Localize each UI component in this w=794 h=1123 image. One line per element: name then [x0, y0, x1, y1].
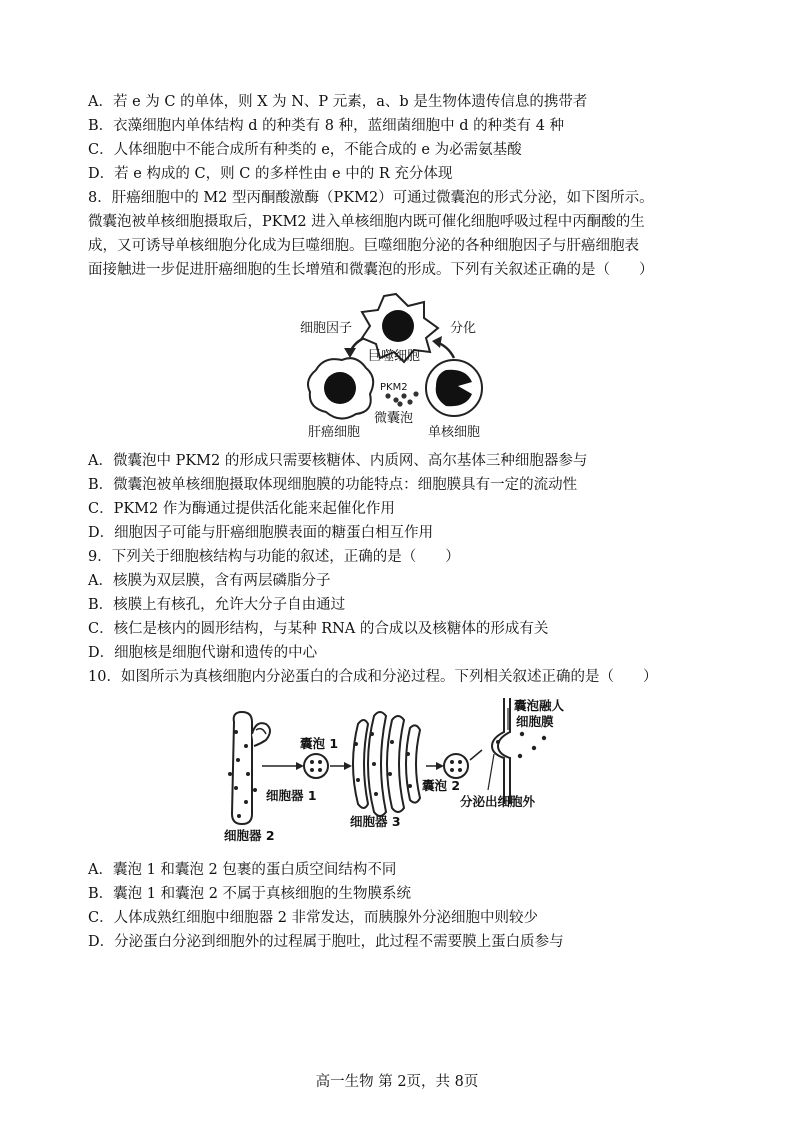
golgi-cisterna	[368, 712, 386, 816]
ribosome-dot	[234, 730, 238, 734]
q8-option-c: C．PKM2 作为酶通过提供活化能来起催化作用	[88, 501, 395, 517]
ribosome-dot	[236, 758, 240, 762]
label-secrete: 分泌出细胞外	[460, 794, 536, 809]
arrow-to-vesicle1-head	[296, 762, 304, 770]
arrow-to-vesicle2-head	[436, 762, 444, 770]
er-bud	[252, 723, 270, 746]
ribosome-dot	[244, 744, 248, 748]
macrophage-nucleus	[382, 310, 414, 342]
vesicle-dot	[393, 397, 398, 402]
q7-option-d: D．若 e 构成的 C，则 C 的多样性由 e 中的 R 充分体现	[88, 166, 453, 182]
q8-option-b: B．微囊泡被单核细胞摄取体现细胞膜的功能特点：细胞膜具有一定的流动性	[88, 477, 578, 493]
vesicle-2	[444, 754, 468, 778]
q8-stem-line-4: 面接触进一步促进肝癌细胞的生长增殖和微囊泡的形成。下列有关叙述正确的是（ ）	[88, 262, 654, 278]
ribosome-dot	[253, 788, 257, 792]
vesicle-dot	[407, 399, 412, 404]
golgi-cisterna	[406, 725, 420, 802]
golgi-cisterna	[387, 716, 404, 812]
q8-option-a: A．微囊泡中 PKM2 的形成只需要核糖体、内质网、高尔基体三种细胞器参与	[88, 453, 588, 469]
q7-option-c: C．人体细胞中不能合成所有种类的 e，不能合成的 e 为必需氨基酸	[88, 142, 522, 158]
organelle-2-er	[232, 712, 252, 824]
q9-option-b: B．核膜上有核孔，允许大分子自由通过	[88, 597, 346, 613]
label-organelle-1: 细胞器 1	[266, 788, 317, 803]
label-monocyte: 单核细胞	[428, 425, 481, 440]
label-vesicle-2: 囊泡 2	[422, 778, 461, 793]
q10-option-b: B．囊泡 1 和囊泡 2 不属于真核细胞的生物膜系统	[88, 886, 412, 902]
page-footer: 高一生物 第 2页，共 8页	[315, 1074, 479, 1090]
label-vesicle: 微囊泡	[374, 411, 414, 426]
label-differentiate: 分化	[450, 321, 477, 336]
vesicle-dot	[413, 391, 418, 396]
label-macrophage: 巨噬细胞	[368, 349, 421, 364]
vesicle-dot	[401, 393, 406, 398]
q8-stem-line-1: 8．肝癌细胞中的 M2 型丙酮酸激酶（PKM2）可通过微囊泡的形式分泌，如下图所示。	[88, 190, 654, 206]
vesicle-dot	[397, 401, 402, 406]
cell-membrane	[492, 698, 504, 804]
q7-option-b: B．衣藻细胞内单体结构 d 的种类有 8 种，蓝细菌细胞中 d 的种类有 4 种	[88, 118, 565, 134]
arrow-differentiate-head	[432, 336, 442, 348]
ribosome-dot	[244, 800, 248, 804]
ribosome-dot	[234, 786, 238, 790]
label-vesicle-1: 囊泡 1	[300, 736, 339, 751]
ribosome-dot	[246, 772, 250, 776]
vesicle-dot	[385, 393, 390, 398]
q8-stem-line-3: 成，又可诱导单核细胞分化成为巨噬细胞。巨噬细胞分泌的各种细胞因子与肝癌细胞表	[88, 238, 639, 254]
arrow-to-membrane	[470, 750, 482, 760]
q10-option-a: A．囊泡 1 和囊泡 2 包裹的蛋白质空间结构不同	[88, 862, 397, 878]
pointer-secrete	[488, 754, 494, 790]
label-fuse-line-2: 细胞膜	[516, 714, 554, 729]
q10-stem: 10．如图所示为真核细胞内分泌蛋白的合成和分泌过程。下列相关叙述正确的是（ ）	[88, 669, 658, 685]
label-fuse-line-1: 囊泡融人	[514, 698, 565, 713]
ribosome-dot	[237, 814, 241, 818]
label-liver-cancer: 肝癌细胞	[308, 425, 361, 440]
arrow-cytokine-head	[344, 348, 356, 358]
q8-figure	[296, 286, 496, 442]
label-organelle-2: 细胞器 2	[224, 828, 275, 843]
label-cytokine: 细胞因子	[300, 321, 353, 336]
vesicle-1	[304, 754, 328, 778]
label-pkm2: PKM2	[380, 382, 408, 393]
golgi-cisterna	[353, 720, 368, 808]
liver-cancer-nucleus	[324, 372, 356, 404]
q9-option-d: D．细胞核是细胞代谢和遗传的中心	[88, 645, 318, 661]
q10-figure	[222, 694, 572, 844]
q9-option-a: A．核膜为双层膜，含有两层磷脂分子	[88, 573, 331, 589]
q10-option-c: C．人体成熟红细胞中细胞器 2 非常发达，而胰腺外分泌细胞中则较少	[88, 910, 539, 926]
q8-stem-line-2: 微囊泡被单核细胞摄取后，PKM2 进入单核细胞内既可催化细胞呼吸过程中丙酮酸的生	[88, 214, 645, 230]
q8-option-d: D．细胞因子可能与肝癌细胞膜表面的糖蛋白相互作用	[88, 525, 434, 541]
label-organelle-3: 细胞器 3	[350, 814, 401, 829]
q7-option-a: A．若 e 为 C 的单体，则 X 为 N、P 元素，a、b 是生物体遗传信息的携带者	[88, 94, 588, 110]
q9-option-c: C．核仁是核内的圆形结构，与某种 RNA 的合成以及核糖体的形成有关	[88, 621, 549, 637]
arrow-to-golgi-head	[344, 762, 352, 770]
q9-stem: 9．下列关于细胞核结构与功能的叙述，正确的是（ ）	[88, 549, 460, 565]
q10-option-d: D．分泌蛋白分泌到细胞外的过程属于胞吐，此过程不需要膜上蛋白质参与	[88, 934, 564, 950]
ribosome-dot	[228, 772, 232, 776]
